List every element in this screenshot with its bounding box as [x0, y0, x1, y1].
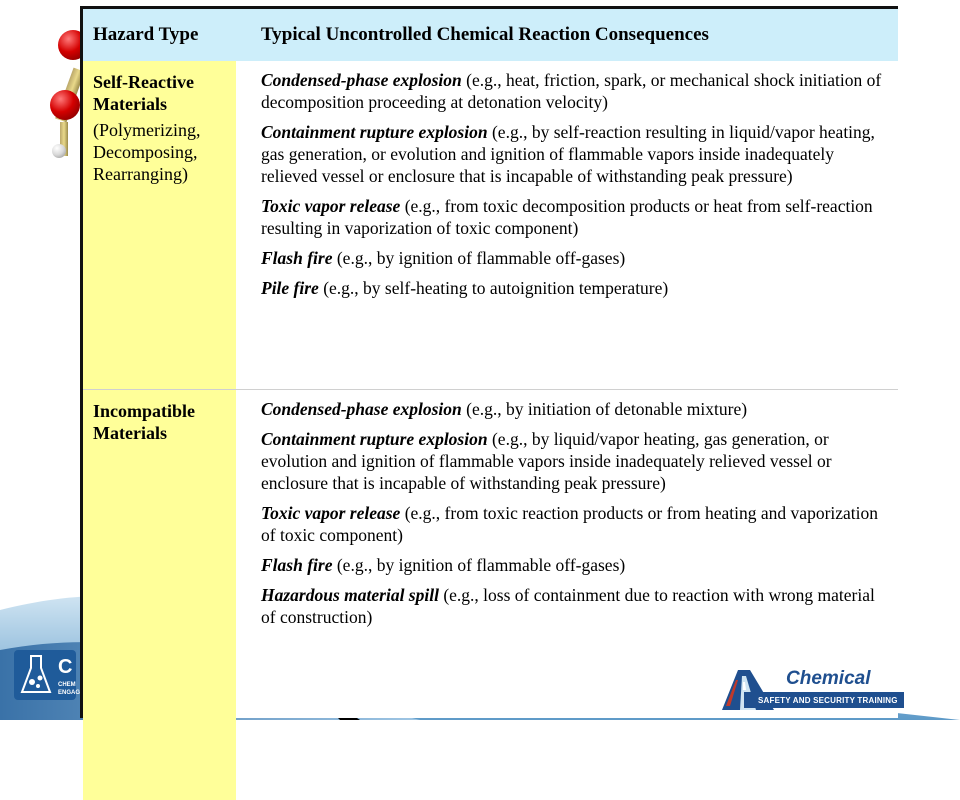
- header-hazard-type: Hazard Type: [83, 9, 236, 61]
- consequence-term: Flash fire: [261, 248, 332, 268]
- consequence-term: Condensed-phase explosion: [261, 70, 462, 90]
- hazard-type-sublabel: (Polymerizing, Decomposing, Rearranging): [93, 119, 230, 185]
- right-logo-tagline: SAFETY AND SECURITY TRAINING: [744, 692, 904, 705]
- consequence-desc: (e.g., from toxic decomposition products or heat from self-reaction resulting in vaporization of toxic component): [261, 196, 873, 238]
- consequence-desc: (e.g., heat, friction, spark, or mechanical shock initiation of decomposition proceeding at detonation velocity): [261, 70, 881, 112]
- left-logo-line1: CHEM: [58, 682, 76, 688]
- consequence-desc: (e.g., by self-heating to autoignition temperature): [319, 278, 668, 298]
- consequence-item: [261, 247, 890, 269]
- consequence-term: Pile fire: [261, 278, 319, 298]
- consequence-desc: (e.g., loss of containment due to reaction with wrong material of construction): [261, 585, 875, 627]
- table-row: [83, 61, 898, 390]
- consequence-item: [261, 584, 890, 628]
- consequence-desc: (e.g., by initiation of detonable mixture): [462, 399, 747, 419]
- hazard-type-label: Self-Reactive Materials: [93, 71, 230, 115]
- table-row: [83, 390, 898, 800]
- hazard-type-cell: [83, 390, 236, 800]
- consequence-term: Containment rupture explosion: [261, 429, 488, 449]
- consequence-desc: (e.g., by ignition of flammable off-gases): [332, 248, 625, 268]
- consequence-term: Toxic vapor release: [261, 196, 400, 216]
- consequence-item: [261, 502, 890, 546]
- right-logo-band: [744, 692, 904, 708]
- consequence-desc: (e.g., by liquid/vapor heating, gas generation, or evolution and ignition of flammable vapors inside inadequately relieved vessel or enclosure that is incapable of withstanding peak pressure): [261, 429, 832, 493]
- right-logo-word: Chemical: [786, 668, 870, 690]
- consequence-term: Condensed-phase explosion: [261, 399, 462, 419]
- hazard-table-panel: [80, 6, 898, 718]
- consequence-item: [261, 398, 890, 420]
- consequence-desc: (e.g., by ignition of flammable off-gases): [332, 555, 625, 575]
- right-logo: [716, 666, 904, 712]
- consequence-term: Hazardous material spill: [261, 585, 439, 605]
- table-header-row: [83, 9, 898, 61]
- consequence-item: [261, 554, 890, 576]
- consequence-item: [261, 277, 890, 299]
- consequence-term: Flash fire: [261, 555, 332, 575]
- consequence-desc: (e.g., from toxic reaction products or from heating and vaporization of toxic component): [261, 503, 878, 545]
- consequence-item: [261, 121, 890, 187]
- consequence-term: Toxic vapor release: [261, 503, 400, 523]
- consequence-desc: (e.g., by self-reaction resulting in liquid/vapor heating, gas generation, or evolution and ignition of flammable vapors inside inadequately relieved vessel or enclosure that is incapable of withstanding peak pressure): [261, 122, 875, 186]
- left-logo-line2: ENGAG: [58, 690, 80, 696]
- consequences-cell: [236, 61, 898, 390]
- consequence-item: [261, 428, 890, 494]
- flask-icon: [20, 654, 52, 696]
- left-logo-mark: C: [58, 656, 72, 679]
- header-consequences: Typical Uncontrolled Chemical Reaction Consequences: [236, 9, 898, 61]
- consequence-term: Containment rupture explosion: [261, 122, 488, 142]
- consequence-item: [261, 195, 890, 239]
- consequence-item: [261, 69, 890, 113]
- hazard-type-cell: [83, 61, 236, 390]
- hazard-type-label: Incompatible Materials: [93, 400, 230, 444]
- consequences-cell: [236, 390, 898, 800]
